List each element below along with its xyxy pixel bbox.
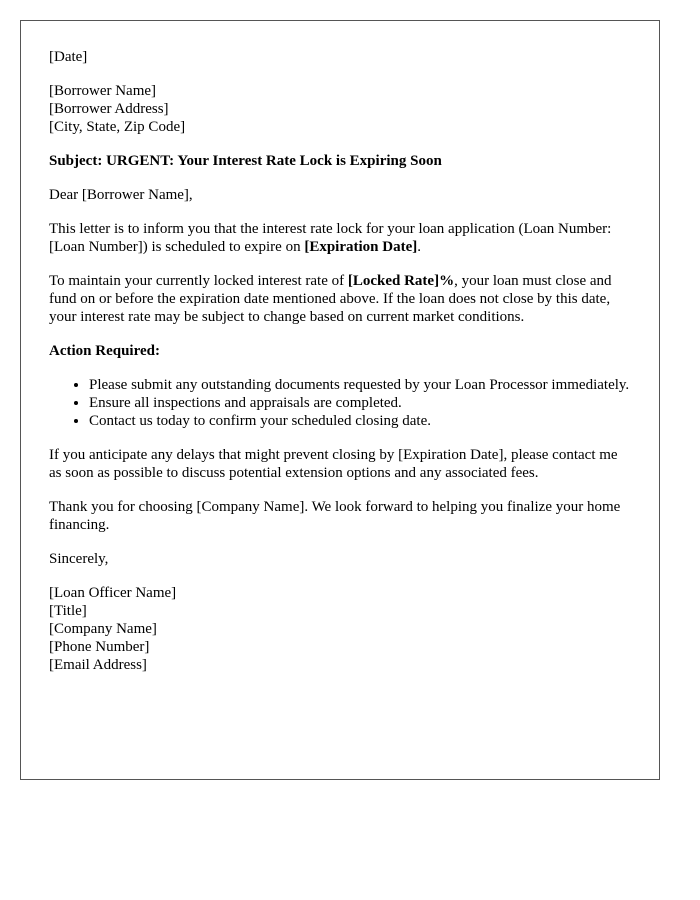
signature-block [49, 584, 631, 674]
signature-company: [Company Name] [49, 621, 157, 637]
recipient-name: [Borrower Name] [49, 83, 157, 99]
letter-date: [Date] [49, 49, 88, 65]
delay-paragraph: If you anticipate any delays that might prevent closing by [Expiration Date], please contact me as soon as possible to discuss potential extension options and any associated fees. [49, 447, 618, 481]
action-required-heading: Action Required: [49, 343, 160, 359]
letter-closing: Sincerely, [49, 551, 109, 567]
intro-text: This letter is to inform you that the interest rate lock for your loan application (Loan Number: [Loan Number]) is scheduled to expire on [49, 221, 612, 255]
rate-paragraph [49, 272, 631, 326]
intro-paragraph [49, 220, 631, 256]
recipient-city-state-zip: [City, State, Zip Code] [49, 119, 186, 135]
signature-email: [Email Address] [49, 657, 147, 673]
recipient-address: [Borrower Address] [49, 101, 169, 117]
thanks-paragraph: Thank you for choosing [Company Name]. We look forward to helping you finalize your home financing. [49, 499, 621, 533]
recipient-address-block [49, 82, 631, 136]
expiration-date-bold: [Expiration Date] [304, 239, 418, 255]
letter-page [20, 20, 660, 780]
letter-salutation: Dear [Borrower Name], [49, 187, 193, 203]
action-list [49, 376, 631, 430]
action-list-item: • Ensure all inspections and appraisals are completed. [89, 394, 631, 412]
intro-end: . [417, 239, 421, 255]
rate-text-before: To maintain your currently locked interest rate of [49, 273, 348, 289]
rate-text-after: , your loan must close and fund on or before the expiration date mentioned above. If the loan does not close by this date, your interest rate may be subject to change based on current market conditions. [49, 273, 612, 325]
signature-title: [Title] [49, 603, 87, 619]
letter-subject: Subject: URGENT: Your Interest Rate Lock is Expiring Soon [49, 153, 442, 169]
signature-name: [Loan Officer Name] [49, 585, 177, 601]
action-list-item: • Contact us today to confirm your scheduled closing date. [89, 412, 631, 430]
locked-rate-bold: [Locked Rate]% [347, 273, 455, 289]
signature-phone: [Phone Number] [49, 639, 150, 655]
action-list-item: • Please submit any outstanding documents requested by your Loan Processor immediately. [89, 376, 631, 394]
